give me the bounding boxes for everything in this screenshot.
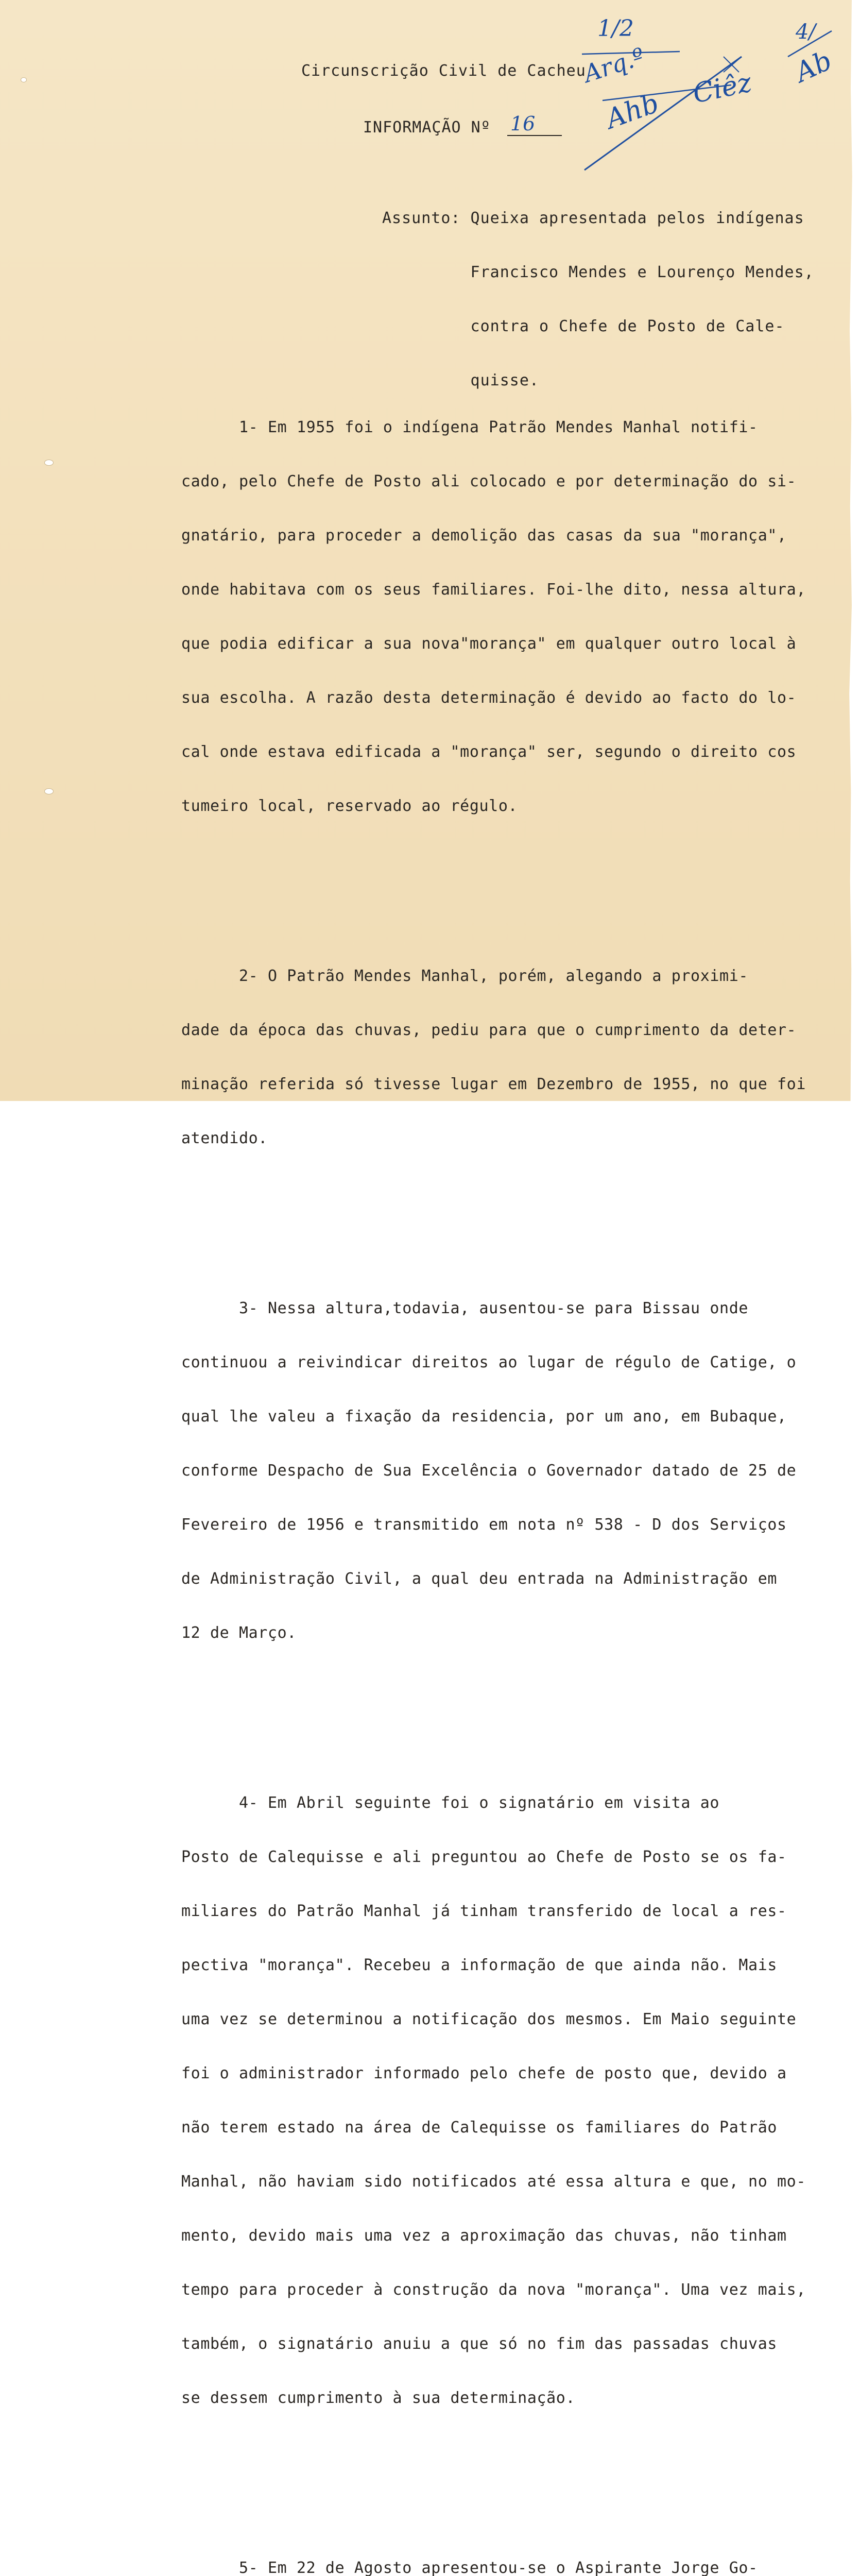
- paragraph-4: [181, 1758, 846, 2443]
- text-line: que podia edificar a sua nova"morança" em qualquer outro local à: [181, 635, 797, 653]
- text-line: também, o signatário anuiu a que só no fim das passadas chuvas: [181, 2335, 778, 2353]
- text-line: 1- Em 1955 foi o indígena Patrão Mendes Manhal notifi-: [181, 418, 758, 436]
- text-line: qual lhe valeu a fixação da residencia, por um ano, em Bubaque,: [181, 1408, 787, 1426]
- text-line: tumeiro local, reservado ao régulo.: [181, 797, 518, 815]
- pen-stroke: [724, 57, 742, 72]
- text-line: Manhal, não haviam sido notificados até essa altura e que, no mo-: [181, 2173, 806, 2191]
- text-line: Posto de Calequisse e ali preguntou ao Chefe de Posto se os fa-: [181, 1848, 787, 1866]
- paragraph-3: [181, 1263, 846, 1678]
- document-body: [181, 346, 846, 2576]
- handwritten-signature: Ciêz: [690, 67, 754, 110]
- text-line: não terem estado na área de Calequisse os familiares do Patrão: [181, 2119, 778, 2137]
- text-line: 4- Em Abril seguinte foi o signatário em visita ao: [181, 1794, 720, 1812]
- subject-line: Assunto: Queixa apresentada pelos indígenas: [382, 209, 804, 227]
- text-line: 2- O Patrão Mendes Manhal, porém, alegando a proximi-: [181, 967, 749, 985]
- text-line: continuou a reivindicar direitos ao lugar de régulo de Catige, o: [181, 1353, 797, 1371]
- handwritten-initials: Arq.º: [580, 42, 648, 88]
- text-line: uma vez se determinou a notificação dos mesmos. Em Maio seguinte: [181, 2010, 797, 2028]
- pen-stroke: [584, 57, 742, 170]
- handwritten-signature: Ahb: [601, 88, 663, 135]
- text-line: miliares do Patrão Manhal já tinham transferido de local a res-: [181, 1902, 787, 1920]
- pen-stroke: [788, 31, 832, 57]
- text-line: Fevereiro de 1956 e transmitido em nota nº 538 - D dos Serviços: [181, 1516, 787, 1534]
- text-line: cado, pelo Chefe de Posto ali colocado e por determinação do si-: [181, 472, 797, 490]
- text-line: conforme Despacho de Sua Excelência o Governador datado de 25 de: [181, 1462, 797, 1480]
- text-line: tempo para proceder à construção da nova "morança". Uma vez mais,: [181, 2281, 806, 2299]
- punch-hole: [21, 77, 27, 82]
- text-line: minação referida só tivesse lugar em Dezembro de 1955, no que foi: [181, 1075, 806, 1093]
- subject-line: Francisco Mendes e Lourenço Mendes,: [382, 263, 814, 281]
- paragraph-2: [181, 931, 846, 1183]
- information-number: 16: [507, 112, 562, 136]
- text-line: 3- Nessa altura,todavia, ausentou-se para Bissau onde: [181, 1299, 749, 1317]
- text-line: atendido.: [181, 1129, 268, 1147]
- pen-stroke: [603, 85, 731, 100]
- text-line: gnatário, para proceder a demolição das casas da sua "morança",: [181, 527, 787, 545]
- subject-line: contra o Chefe de Posto de Cale-: [382, 317, 785, 335]
- handwritten-mark: 4/: [796, 20, 816, 44]
- pen-stroke: [582, 52, 680, 54]
- handwritten-signature: Ab: [790, 45, 837, 89]
- text-line: se dessem cumprimento à sua determinação.: [181, 2389, 576, 2407]
- subject-line: quisse.: [382, 371, 539, 389]
- text-line: dade da época das chuvas, pediu para que o cumprimento da deter-: [181, 1021, 797, 1039]
- text-line: 5- Em 22 de Agosto apresentou-se o Aspirante Jorge Go-: [181, 2559, 758, 2576]
- text-line: foi o administrador informado pelo chefe de posto que, devido a: [181, 2064, 787, 2082]
- text-line: pectiva "morança". Recebeu a informação de que ainda não. Mais: [181, 1956, 778, 1974]
- text-line: mento, devido mais uma vez a aproximação das chuvas, não tinham: [181, 2227, 787, 2245]
- information-label: INFORMAÇÃO Nº: [363, 118, 491, 137]
- document-header: Circunscrição Civil de Cacheu: [301, 62, 586, 80]
- punch-hole: [44, 460, 54, 466]
- paragraph-1: [181, 382, 846, 851]
- text-line: sua escolha. A razão desta determinação é devido ao facto do lo-: [181, 689, 797, 707]
- text-line: cal onde estava edificada a "morança" ser, segundo o direito cos: [181, 743, 797, 761]
- handwritten-fraction: 1/2: [597, 15, 634, 42]
- text-line: onde habitava com os seus familiares. Foi-lhe dito, nessa altura,: [181, 581, 806, 599]
- text-line: 12 de Março.: [181, 1624, 297, 1642]
- punch-hole: [44, 788, 54, 794]
- paragraph-5: [181, 2523, 846, 2576]
- text-line: de Administração Civil, a qual deu entrada na Administração em: [181, 1570, 778, 1588]
